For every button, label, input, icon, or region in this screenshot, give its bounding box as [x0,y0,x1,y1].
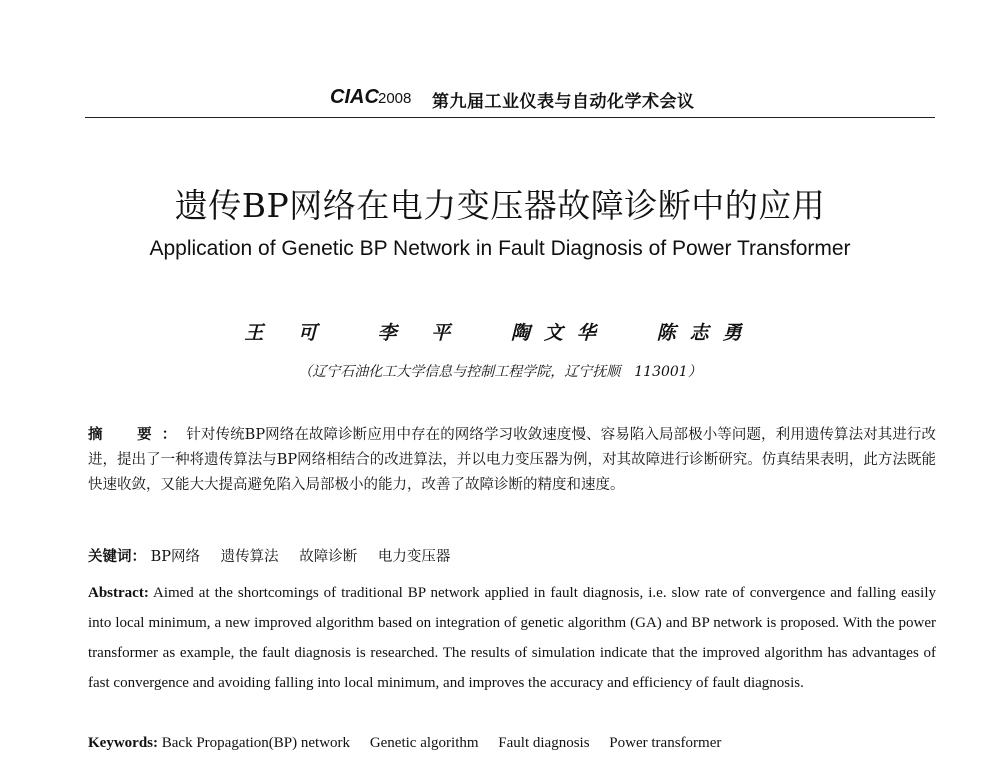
keyword: 故障诊断 [299,549,358,565]
abstract-english-text: Aimed at the shortcomings of traditional BP network applied in fault diagnosis, i.e. slow rate of convergence and falling easily into local minimum, a new improved algorithm based on integration of genetic algorithm (GA) and BP network is proposed. With the power transformer as example, the fault diagnosis is researched. The results of simulation indicate that the improved algorithm has advantages of fast convergence and avoiding falling into local minimum, and improves the accuracy and efficiency of fault diagnosis. [88,585,936,691]
author: 李 平 [377,322,465,344]
conference-logo: CIAC [330,86,379,108]
keyword: Back Propagation(BP) network [161,735,351,751]
keyword: 电力变压器 [377,549,451,565]
abstract-chinese-text: 针对传统BP网络在故障诊断应用中存在的网络学习收敛速度慢、容易陷入局部极小等问题，利用遗传算法对其进行改进，提出了一种将遗传算法与BP网络相结合的改进算法，并以电力变压器为例，对其故障进行诊断研究。仿真结果表明，此方法既能快速收敛，又能大大提高避免陷入局部极小的能力，改善了故障诊断的精度和速度。 [88,427,936,493]
keyword: Power transformer [609,735,722,751]
title-english: Application of Genetic BP Network in Fault Diagnosis of Power Transformer [149,237,851,260]
keyword: Genetic algorithm [369,735,479,751]
keywords-chinese-label: 关键词： [88,548,146,565]
header-divider [85,117,935,118]
abstract-english-label: Abstract: [88,585,149,601]
keyword: 遗传算法 [220,549,279,565]
keyword: Fault diagnosis [498,735,590,751]
affiliation: （辽宁石油化工大学信息与控制工程学院，辽宁抚顺 113001） [298,364,702,380]
abstract-english [88,578,936,698]
author: 陶文华 [510,322,610,344]
author: 王 可 [244,322,332,344]
keywords-english-label: Keywords: [88,735,158,751]
title-chinese: 遗传BP网络在电力变压器故障诊断中的应用 [174,186,826,225]
author-list [0,318,1000,345]
keywords-chinese [88,545,936,566]
abstract-chinese-label: 摘 要： [88,426,187,443]
conference-header [0,78,1000,118]
keywords-english [88,735,936,752]
keyword: BP网络 [150,549,201,565]
conference-name: 第九届工业仪表与自动化学术会议 [432,92,695,112]
abstract-chinese [88,422,936,498]
author: 陈志勇 [656,322,756,344]
conference-year: 2008 [378,90,412,107]
